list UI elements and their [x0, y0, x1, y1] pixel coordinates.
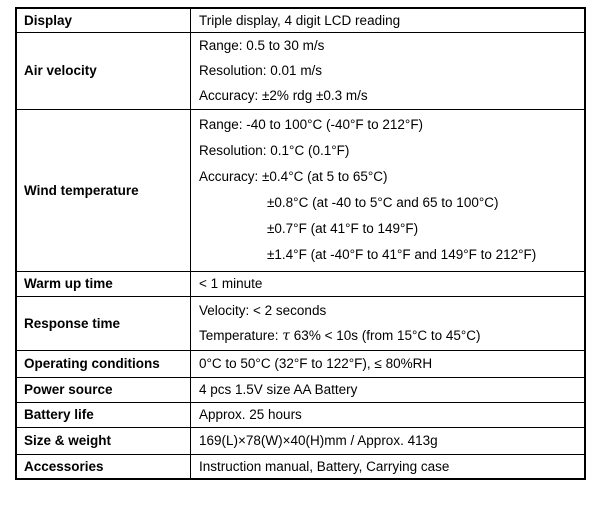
- wind-temperature-accuracy-line: ±1.4°F (at -40°F to 41°F and 149°F to 212°F): [267, 247, 537, 262]
- spec-label: Air velocity: [16, 32, 191, 109]
- response-time-temperature-suffix: 63% < 10s (from 15°C to 45°C): [290, 328, 481, 343]
- spec-label: Accessories: [16, 454, 191, 479]
- spec-row-display: [16, 8, 585, 32]
- air-velocity-range: Range: 0.5 to 30 m/s: [199, 38, 325, 53]
- spec-row-response-time: [16, 296, 585, 350]
- response-time-temperature-prefix: Temperature:: [199, 328, 283, 343]
- spec-value-group: [191, 32, 586, 109]
- wind-temperature-resolution: Resolution: 0.1°C (0.1°F): [199, 143, 350, 158]
- spec-row-operating-conditions: [16, 350, 585, 377]
- wind-temperature-range: Range: -40 to 100°C (-40°F to 212°F): [199, 117, 424, 132]
- spec-row-air-velocity: [16, 32, 585, 109]
- spec-row-power-source: [16, 377, 585, 402]
- spec-value: 0°C to 50°C (32°F to 122°F), ≤ 80%RH: [191, 350, 586, 377]
- spec-value: < 1 minute: [191, 271, 586, 296]
- spec-label: Power source: [16, 377, 191, 402]
- wind-temperature-accuracy: Accuracy: ±0.4°C (at 5 to 65°C): [199, 169, 388, 184]
- spec-row-wind-temperature: [16, 109, 585, 271]
- spec-label: Size & weight: [16, 427, 191, 454]
- wind-temperature-accuracy-line: ±0.7°F (at 41°F to 149°F): [267, 221, 419, 236]
- spec-label: Battery life: [16, 402, 191, 427]
- spec-row-battery-life: [16, 402, 585, 427]
- spec-value: 169(L)×78(W)×40(H)mm / Approx. 413g: [191, 427, 586, 454]
- spec-row-accessories: [16, 454, 585, 479]
- spec-row-warm-up-time: [16, 271, 585, 296]
- spec-label: Display: [16, 8, 191, 32]
- spec-label: Response time: [16, 296, 191, 350]
- tau-symbol: τ: [282, 328, 291, 344]
- response-time-velocity: Velocity: < 2 seconds: [199, 303, 327, 318]
- spec-value: Instruction manual, Battery, Carrying case: [191, 454, 586, 479]
- spec-row-size-weight: [16, 427, 585, 454]
- air-velocity-resolution: Resolution: 0.01 m/s: [199, 63, 323, 78]
- spec-value: Triple display, 4 digit LCD reading: [191, 8, 586, 32]
- spec-value: Approx. 25 hours: [191, 402, 586, 427]
- spec-label: Wind temperature: [16, 109, 191, 271]
- response-time-temperature: [199, 323, 584, 348]
- spec-label: Operating conditions: [16, 350, 191, 377]
- air-velocity-accuracy: Accuracy: ±2% rdg ±0.3 m/s: [199, 88, 368, 103]
- spec-value: 4 pcs 1.5V size AA Battery: [191, 377, 586, 402]
- spec-label: Warm up time: [16, 271, 191, 296]
- specifications-table: [15, 7, 586, 480]
- wind-temperature-accuracy-line: ±0.8°C (at -40 to 5°C and 65 to 100°C): [267, 195, 499, 210]
- spec-value-group: [191, 296, 586, 350]
- spec-value-group: [191, 109, 586, 271]
